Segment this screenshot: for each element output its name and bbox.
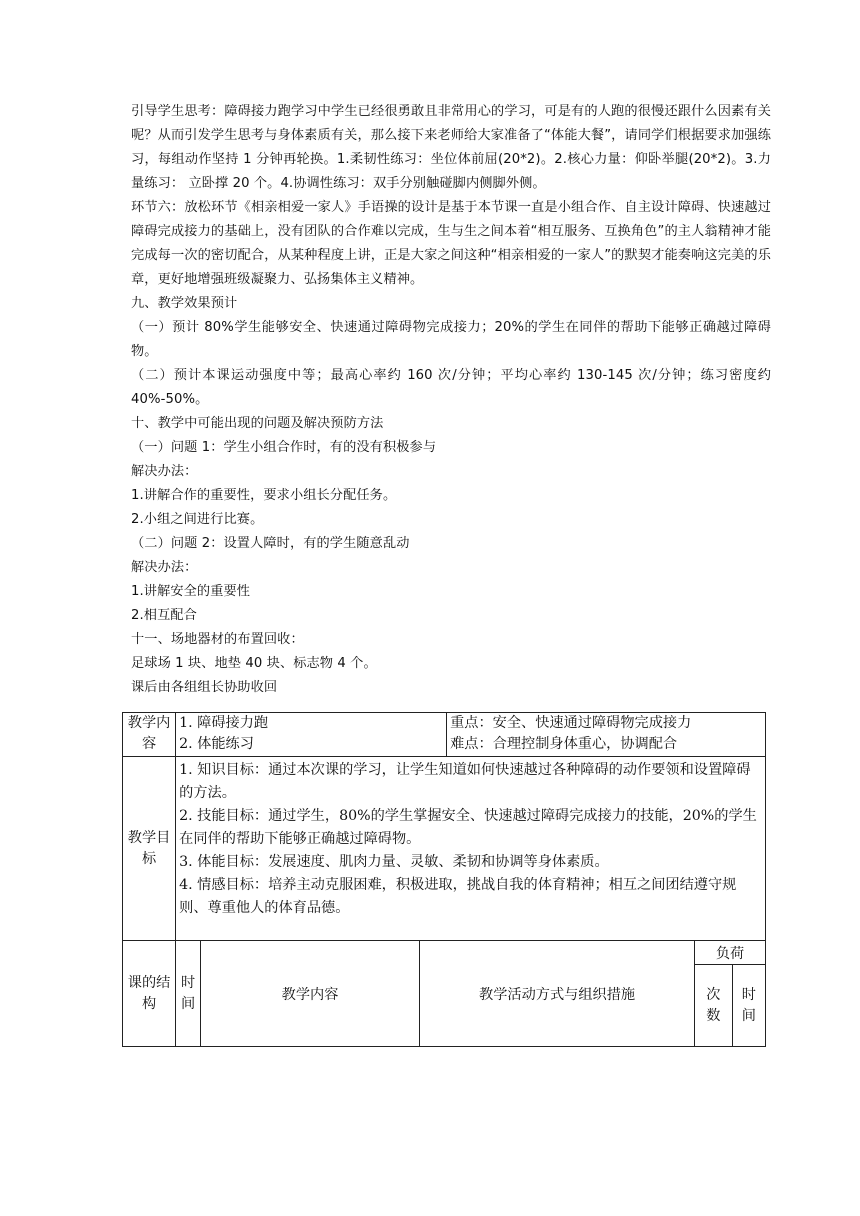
goal-knowledge: 1. 知识目标：通过本次课的学习，让学生知道如何快速越过各种障碍的动作要领和设置障碍的方法。 [179,762,751,801]
content-label-cell [123,713,176,757]
time-label: 时间 [181,974,196,1012]
difficulty-point: 难点：合理控制身体重心，协调配合 [450,736,678,752]
equipment-list: 足球场 1 块、地垫 40 块、标志物 4 个。 [131,656,377,671]
content-item-1: 1. 障碍接力跑 [179,715,269,731]
paragraph-guidance: 引导学生思考：障碍接力跑学习中学生已经很勇敢且非常用心的学习，可是有的人跑的很慢还跟什么因素有关呢？从而引发学生思考与身体素质有关，那么接下来老师给大家准备了“体能大餐”，请同学们根据要求加强练习，每组动作坚持 1 分钟再轮换。1.柔韧性练习：坐位体前屈(20*2)。2.核心力量：仰卧举腿(20*2)。3.力量练习： 立卧撑 20 个。4.协调性练习：双手分别触碰脚内侧脚外侧。 [131,104,771,191]
problem-2: （二）问题 2：设置人障时，有的学生随意乱动 [131,536,410,551]
problem-1: （一）问题 1：学生小组合作时，有的没有积极参与 [131,440,437,455]
heading-ten: 十、教学中可能出现的问题及解决预防方法 [131,416,384,431]
solution-label-1: 解决办法： [131,464,198,479]
structure-label-cell [123,941,176,1047]
heading-nine: 九、教学效果预计 [131,296,238,311]
solution-label-2: 解决办法： [131,560,198,575]
expect-item-2: （二）预计本课运动强度中等；最高心率约 160 次/分钟；平均心率约 130-145 次/分钟；练习密度约 40%-50%。 [131,368,771,407]
load-time-header: 时间 [741,986,756,1024]
paragraph-stage-six: 环节六：放松环节《相亲相爱一家人》手语操的设计是基于本节课一直是小组合作、自主设计障碍、快速越过障碍完成接力的基础上，没有团队的合作难以完成，生与生之间本着“相互服务、互换角色”的主人翁精神才能完成每一次的密切配合，从某种程度上讲，正是大家之间这种“相亲相爱的一家人”的默契才能奏响这完美的乐章，更好地增强班级凝聚力、弘扬集体主义精神。 [131,200,771,287]
activity-header: 教学活动方式与组织措施 [479,986,636,1003]
solution-2-1: 1.讲解安全的重要性 [131,584,251,599]
heading-eleven: 十一、场地器材的布置回收： [131,632,304,647]
goals-label-cell [123,757,176,941]
goal-fitness: 3. 体能目标：发展速度、肌肉力量、灵敏、柔韧和协调等身体素质。 [179,854,609,870]
key-points-cell [447,713,766,757]
solution-2-2: 2.相互配合 [131,608,197,623]
goal-skill: 2. 技能目标：通过学生，80%的学生掌握安全、快速越过障碍完成接力的技能，20%的学生在同伴的帮助下能够正确越过障碍物。 [179,808,757,847]
goals-cell [176,757,766,941]
time-label-cell [176,941,201,1047]
structure-label: 课的结构 [127,974,171,1012]
count-header: 次数 [706,986,721,1024]
goals-label: 教学目标 [127,829,171,867]
teaching-content-header-cell [201,941,420,1047]
content-label: 教学内容 [127,715,171,752]
load-header-cell [695,941,766,965]
activity-header-cell [419,941,694,1047]
lesson-plan-table [122,712,766,1047]
text-body [131,100,771,700]
equipment-return: 课后由各组组长协助收回 [131,680,278,695]
solution-1-1: 1.讲解合作的重要性，要求小组长分配任务。 [131,488,397,503]
content-items-cell [176,713,447,757]
content-row [123,713,766,757]
expect-item-1: （一）预计 80%学生能够安全、快速通过障碍物完成接力；20%的学生在同伴的帮助下能够正确越过障碍物。 [131,320,771,359]
teaching-content-header: 教学内容 [281,986,339,1003]
load-time-header-cell [732,965,765,1047]
header-row-top [123,941,766,965]
count-header-cell [695,965,733,1047]
load-header: 负荷 [715,945,745,962]
goals-row [123,757,766,941]
content-item-2: 2. 体能练习 [179,736,254,752]
key-point: 重点：安全、快速通过障碍物完成接力 [450,715,692,731]
goal-emotion: 4. 情感目标：培养主动克服困难，积极进取，挑战自我的体育精神；相互之间团结遵守规则、尊重他人的体育品德。 [179,877,737,916]
solution-1-2: 2.小组之间进行比赛。 [131,512,264,527]
